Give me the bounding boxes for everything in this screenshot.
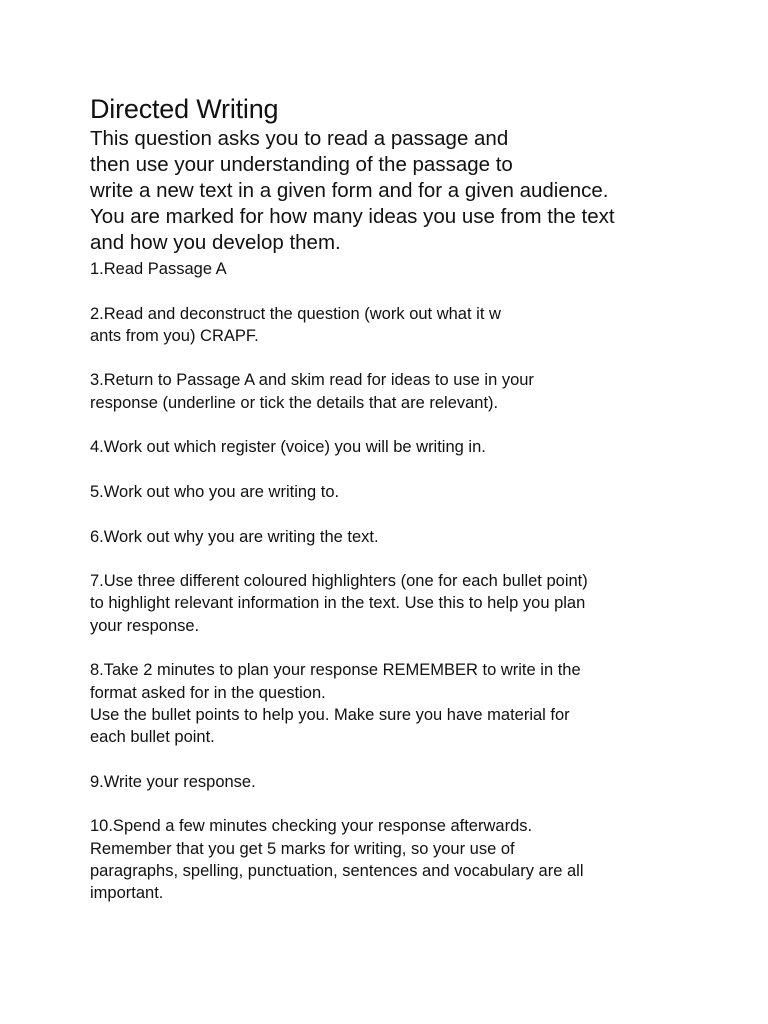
intro-line: You are marked for how many ideas you use from the text [90,205,615,228]
step-line: 9.Write your response. [90,772,256,791]
step-line: 7.Use three different coloured highlighters (one for each bullet point) [90,572,588,591]
step-line: 10.Spend a few minutes checking your response afterwards. [90,817,533,836]
intro-line: and how you develop them. [90,231,341,254]
step-line: 5.Work out who you are writing to. [90,482,340,501]
step-7 [90,570,730,637]
step-line: Use the bullet points to help you. Make sure you have material for [90,705,570,724]
step-8 [90,659,730,748]
step-line: response (underline or tick the details that are relevant). [90,393,499,412]
page-title: Directed Writing [90,94,279,124]
step-line: your response. [90,616,200,635]
step-10 [90,815,730,904]
step-3 [90,369,730,414]
steps-list [90,258,730,905]
step-line: 4.Work out which register (voice) you will be writing in. [90,438,486,457]
step-line: 2.Read and deconstruct the question (work out what it w [90,304,501,323]
step-line: 8.Take 2 minutes to plan your response REMEMBER to write in the [90,661,581,680]
step-line: Remember that you get 5 marks for writing, so your use of [90,839,515,858]
step-line: ants from you) CRAPF. [90,326,259,345]
step-5 [90,481,730,503]
intro-line: then use your understanding of the passage to [90,153,513,176]
step-line: each bullet point. [90,728,215,747]
intro-line: write a new text in a given form and for a given audience. [90,179,609,202]
step-line: 1.Read Passage A [90,260,227,278]
step-2 [90,303,730,348]
intro-paragraph [90,126,730,256]
intro-line: This question asks you to read a passage and [90,127,509,150]
step-9 [90,771,730,793]
document-page [90,92,730,927]
step-line: paragraphs, spelling, punctuation, sentences and vocabulary are all [90,862,584,881]
step-line: important. [90,884,164,903]
step-4 [90,436,730,458]
step-1 [90,258,730,280]
step-line: 6.Work out why you are writing the text. [90,527,379,546]
step-line: format asked for in the question. [90,683,326,702]
step-line: 3.Return to Passage A and skim read for ideas to use in your [90,371,534,390]
step-line: to highlight relevant information in the text. Use this to help you plan [90,594,586,613]
step-6 [90,526,730,548]
